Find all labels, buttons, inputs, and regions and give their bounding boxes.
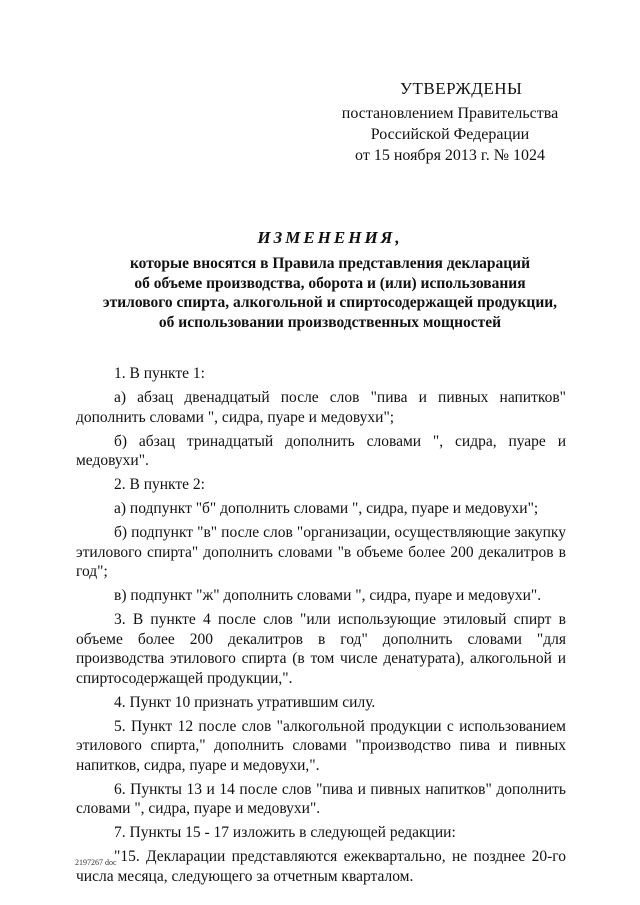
paragraph-item-2b: б) подпункт "в" после слов "организации, осуществляющие закупку этилового спирта" дополнить словами "в объеме более 200 декалитров в год"; [76, 524, 566, 580]
approval-line-date-number: от 15 ноября 2013 г. № 1024 [355, 147, 545, 164]
paragraph-item-2a: а) подпункт "б" дополнить словами ", сидра, пуаре и медовухи"; [114, 500, 539, 517]
paragraph-item-6: 6. Пункты 13 и 14 после слов "пива и пивных напитков" дополнить словами ", сидра, пуаре и медовухи". [76, 780, 566, 817]
paragraph-item-1a: а) абзац двенадцатый после слов "пива и пивных напитков" дополнить словами ", сидра, пуаре и медовухи"; [76, 389, 566, 426]
paragraph-item-2c: в) подпункт "ж" дополнить словами ", сидра, пуаре и медовухи". [114, 587, 542, 604]
approval-stamp [330, 78, 570, 166]
document-subtitle-line-1: которые вносятся в Правила представления деклараций [129, 255, 531, 272]
approval-heading: УТВЕРЖДЕНЫ [400, 79, 523, 98]
document-title: ИЗМЕНЕНИЯ, [257, 228, 403, 247]
paragraph-item-5: 5. Пункт 12 после слов "алкогольной продукции с использованием этилового спирта," дополнить словами "производство пива и пивных напитков, сидра, пуаре и медовухи,". [76, 717, 566, 774]
document-subtitle-line-4: об использовании производственных мощностей [158, 313, 502, 331]
paragraph-item-1b: б) абзац тринадцатый дополнить словами ", сидра, пуаре и медовухи". [76, 432, 566, 469]
document-subtitle-line-2: об объеме производства, оборота и (или) использования [134, 274, 526, 292]
paragraph-item-7: 7. Пункты 15 - 17 изложить в следующей редакции: [114, 824, 456, 841]
document-footer-id: 2197267 doc [75, 858, 117, 867]
approval-line-country: Российской Федерации [370, 126, 530, 143]
paragraph-item-3: 3. В пункте 4 после слов "или использующие этиловый спирт в объеме более 200 декалитров в год" дополнить словами "для производства этилового спирта (в том числе денатурата), алкогольной и спиртосодержащей продукции,". [76, 611, 566, 687]
paragraph-item-2: 2. В пункте 2: [114, 476, 205, 493]
approval-line-resolution: постановлением Правительства [341, 105, 559, 122]
document-body [76, 364, 566, 891]
document-title-block [60, 228, 600, 332]
paragraph-item-15-quote: "15. Декларации представляются ежеквартально, не позднее 20-го числа месяца, следующего за отчетным кварталом. [76, 848, 566, 885]
document-subtitle-line-3: этилового спирта, алкогольной и спиртосодержащей продукции, [102, 294, 558, 311]
paragraph-item-1: 1. В пункте 1: [114, 365, 205, 382]
paragraph-item-4: 4. Пункт 10 признать утратившим силу. [114, 693, 376, 711]
